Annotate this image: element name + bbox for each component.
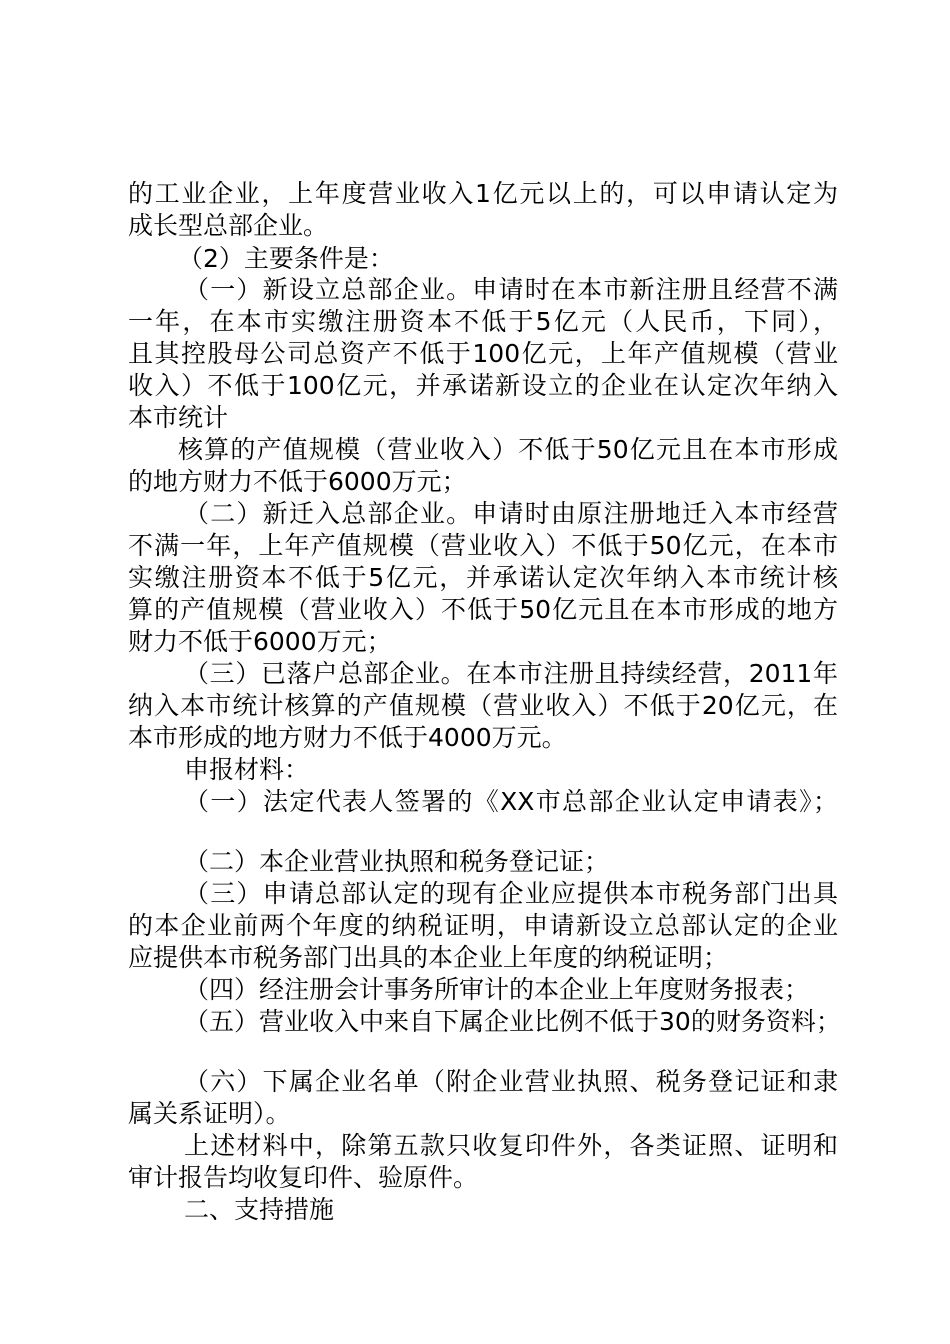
text-line: 属关系证明）。 xyxy=(128,1099,291,1128)
text-line: （六）下属企业名单（附企业营业执照、税务登记证和隶 xyxy=(184,1067,838,1096)
text-line: 不满一年，上年产值规模（营业收入）不低于50亿元，在本市 xyxy=(128,531,838,560)
text-line: （二）本企业营业执照和税务登记证； xyxy=(184,847,610,876)
text-line: （五）营业收入中来自下属企业比例不低于30的财务资料； xyxy=(184,1007,841,1036)
text-line: 纳入本市统计核算的产值规模（营业收入）不低于20亿元，在 xyxy=(128,691,838,720)
text-line: （三）申请总部认定的现有企业应提供本市税务部门出具 xyxy=(184,879,838,908)
text-line: 本市统计 xyxy=(128,403,229,432)
text-line: （二）新迁入总部企业。申请时由原注册地迁入本市经营 xyxy=(184,499,838,528)
text-line: 且其控股母公司总资产不低于100亿元，上年产值规模（营业 xyxy=(128,339,838,368)
text-line: （一）法定代表人签署的《XX市总部企业认定申请表》； xyxy=(184,787,838,816)
text-line: （2）主要条件是： xyxy=(178,244,394,273)
text-line: 收入）不低于100亿元，并承诺新设立的企业在认定次年纳入 xyxy=(128,371,838,400)
text-line: （一）新设立总部企业。申请时在本市新注册且经营不满 xyxy=(184,275,838,304)
text-line: 成长型总部企业。 xyxy=(128,211,329,240)
text-line: 上述材料中，除第五款只收复印件外，各类证照、证明和 xyxy=(184,1131,838,1160)
text-line: （三）已落户总部企业。在本市注册且持续经营，2011年 xyxy=(184,659,838,688)
text-line: 的工业企业，上年度营业收入1亿元以上的，可以申请认定为 xyxy=(128,179,838,208)
text-line: 核算的产值规模（营业收入）不低于50亿元且在本市形成 xyxy=(178,435,838,464)
text-line: （四）经注册会计事务所审计的本企业上年度财务报表； xyxy=(184,975,810,1004)
text-line: 应提供本市税务部门出具的本企业上年度的纳税证明； xyxy=(128,943,729,972)
text-line: 本市形成的地方财力不低于4000万元。 xyxy=(128,723,567,752)
section-heading: 二、支持措施 xyxy=(184,1195,335,1224)
text-line: 财力不低于6000万元； xyxy=(128,627,392,656)
text-line: 审计报告均收复印件、验原件。 xyxy=(128,1163,479,1192)
text-line: 实缴注册资本不低于5亿元，并承诺认定次年纳入本市统计核 xyxy=(128,563,838,592)
text-line: 的地方财力不低于6000万元； xyxy=(128,467,467,496)
text-line: 一年，在本市实缴注册资本不低于5亿元（人民币，下同）， xyxy=(128,307,838,336)
text-line: 的本企业前两个年度的纳税证明，申请新设立总部认定的企业 xyxy=(128,911,838,940)
text-line: 申报材料： xyxy=(184,755,310,784)
text-line: 算的产值规模（营业收入）不低于50亿元且在本市形成的地方 xyxy=(128,595,838,624)
